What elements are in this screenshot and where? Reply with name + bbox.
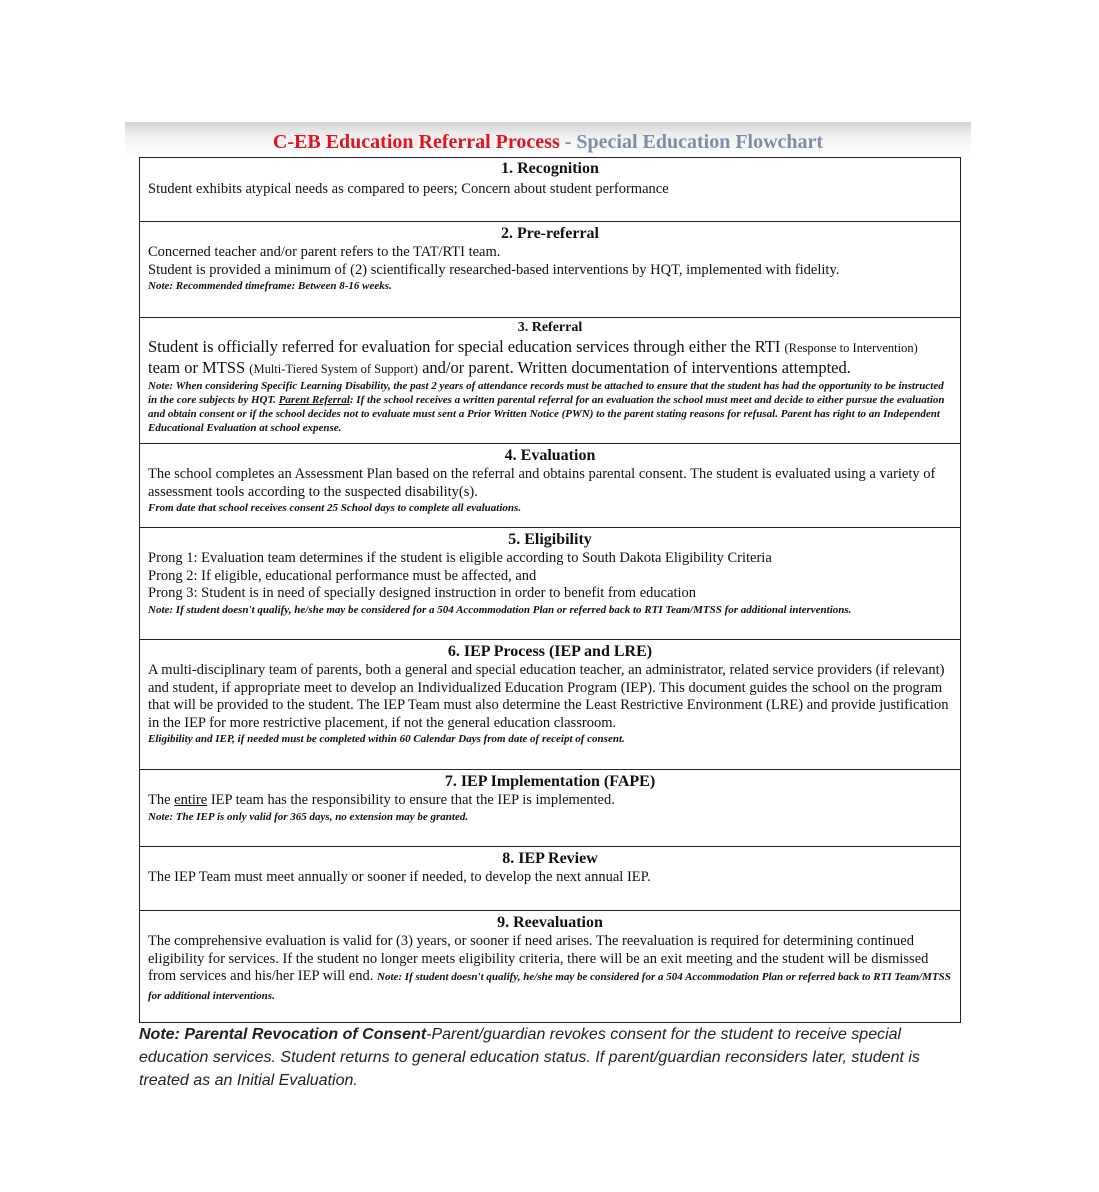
step-recognition <box>139 157 961 222</box>
step-heading: 4. Evaluation <box>504 447 596 464</box>
revocation-note <box>139 1023 961 1092</box>
step-text: A multi-disciplinary team of parents, both a general and special education teacher, an administrator, related service providers (if relevant) and student, if appropriate meet to develop an Individualized Education Program (IEP). This document guides the school on the program that will be provided to the student. The IEP Team must also determine the Least Restrictive Environment (LRE) and provide justification in the IEP for more restrictive placement, if not the general education classroom. <box>148 662 949 731</box>
step-iep-review <box>139 847 961 911</box>
step-pre-referral <box>139 222 961 318</box>
title-sub: Special Education Flowchart <box>576 131 824 153</box>
step-text: Student is officially referred for evaluation for special education services through either the RTI (Response to Intervention) team or MTSS (Multi-Tiered System of Support) and/or parent. Written documentation of interventions attempted. <box>148 337 918 377</box>
step-iep-implementation <box>139 770 961 847</box>
step-note: From date that school receives consent 25 School days to complete all evaluations. <box>148 502 522 514</box>
step-note: Note: If student doesn't qualify, he/she may be considered for a 504 Accommodation Plan or referred back to RTI Team/MTSS for additional interventions. <box>148 603 852 616</box>
step-text: The comprehensive evaluation is valid for (3) years, or sooner if need arises. The reevaluation is required for determining continued eligibility for services. If the student no longer meets eligibility criteria, there will be an exit meeting and the student will be dismissed from services and his/her IEP will end. Note: If student doesn't qualify, he/she may be considered for a 504 Accommodation Plan or referred back to RTI Team/MTSS for additional interventions. <box>148 933 951 1002</box>
title-main: C-EB Education Referral Process <box>272 131 560 153</box>
step-reevaluation <box>139 911 961 1023</box>
step-text: Prong 2: If eligible, educational performance must be affected, and <box>148 567 537 584</box>
step-heading: 2. Pre-referral <box>500 225 599 242</box>
step-text: Concerned teacher and/or parent refers to the TAT/RTI team. <box>148 244 501 260</box>
step-note: Note: The IEP is only valid for 365 days, no extension may be granted. <box>148 810 469 823</box>
page-title <box>125 130 971 154</box>
step-eligibility <box>139 528 961 640</box>
step-evaluation <box>139 444 961 528</box>
step-referral <box>139 318 961 444</box>
revocation-note-label: Note: Parental Revocation of Consent <box>139 1026 427 1043</box>
step-note: Note: If student doesn't qualify, he/she may be considered for a 504 Accommodation Plan or referred back to RTI Team/MTSS for additional interventions. <box>148 971 951 1002</box>
step-heading: 6. IEP Process (IEP and LRE) <box>447 643 653 660</box>
step-heading: 3. Referral <box>517 320 583 335</box>
revocation-note-text: -Parent/guardian revokes consent for the student to receive special education services. Student returns to general education status. If parent/guardian reconsiders later, student is treated as an Initial Evaluation. <box>139 1026 920 1089</box>
step-note: Note: Recommended timeframe: Between 8-16 weeks. <box>148 280 392 292</box>
step-heading: 5. Eligibility <box>508 531 592 548</box>
step-note: Eligibility and IEP, if needed must be completed within 60 Calendar Days from date of receipt of consent. <box>148 733 625 745</box>
step-heading: 8. IEP Review <box>502 850 598 867</box>
step-text: The IEP Team must meet annually or sooner if needed, to develop the next annual IEP. <box>148 869 651 885</box>
step-text: Student exhibits atypical needs as compared to peers; Concern about student performance <box>148 181 669 197</box>
step-heading: 9. Reevaluation <box>497 914 603 931</box>
flowchart <box>139 157 961 1023</box>
step-note: Note: When considering Specific Learning Disability, the past 2 years of attendance records must be attached to ensure that the student has had the opportunity to be instructed in the core subjects by HQT. Parent Referral: If the school receives a written parental referral for an evaluation the school must meet and decide to either pursue the evaluation and obtain consent or if the school decides not to evaluate must sent a Prior Written Notice (PWN) to the parent stating reasons for refusal. Parent has right to an Independent Educational Evaluation at school expense. <box>148 380 945 434</box>
title-separator: - <box>559 131 577 153</box>
step-text: The school completes an Assessment Plan based on the referral and obtains parental consent. The student is evaluated using a variety of assessment tools according to the suspected disability(s). <box>148 466 936 500</box>
step-heading: 7. IEP Implementation (FAPE) <box>444 773 656 790</box>
step-text: Student is provided a minimum of (2) scientifically researched-based interventions by HQT, implemented with fidelity. <box>148 261 840 278</box>
step-iep-process <box>139 640 961 770</box>
step-text: The entire IEP team has the responsibility to ensure that the IEP is implemented. <box>148 792 615 808</box>
step-heading: 1. Recognition <box>501 160 599 177</box>
step-text: Prong 1: Evaluation team determines if the student is eligible according to South Dakota Eligibility Criteria <box>148 550 772 566</box>
step-text: Prong 3: Student is in need of specially designed instruction in order to benefit from education <box>148 585 697 601</box>
